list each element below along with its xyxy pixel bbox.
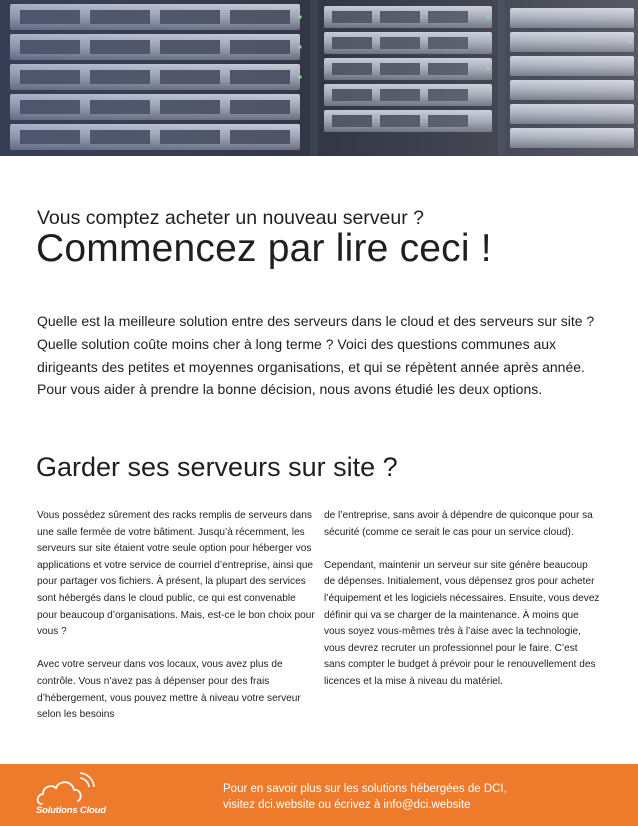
paragraph: Avec votre serveur dans vos locaux, vous avez plus de contrôle. Vous n’avez pas à dépenser pour des frais d’hébergement, vous pouvez mettre à niveau votre serveur selon les besoins bbox=[37, 659, 301, 721]
kicker-heading: Vous comptez acheter un nouveau serveur ? bbox=[37, 207, 424, 229]
intro-paragraph: Quelle est la meilleure solution entre des serveurs dans le cloud et des serveurs sur site ? Quelle solution coûte moins cher à long terme ? Voici des questions communes aux dirigeants des petites et moyennes organisations, et qui se répètent année après année. Pour vous aider à prendre la bonne décision, nous avons étudié les deux options. bbox=[37, 313, 595, 398]
paragraph: Vous possédez sûrement des racks remplis de serveurs dans une salle fermée de votre bâtiment. Jusqu’à récemment, les serveurs sur site étaient votre seule option pour héberger vos applications et votre service de courriel d’entreprise, ainsi que pour partager vos fichiers. À présent, la plupart des services sont hébergés dans le cloud public, ce qui est convenable pour beaucoup d’organisations. Mais, est-ce le bon choix pour vous ? bbox=[37, 510, 315, 638]
server-rack-illustration bbox=[0, 0, 638, 156]
page-title: Commencez par lire ceci ! bbox=[36, 227, 492, 270]
footer-banner bbox=[0, 764, 638, 826]
hero-server-rack-image bbox=[0, 0, 638, 156]
left-column bbox=[37, 508, 317, 740]
paragraph: Cependant, maintenir un serveur sur site génère beaucoup de dépenses. Initialement, vous dépensez gros pour acheter l’équipement et les logiciels nécessaires. Ensuite, vous devez définir qui va se charger de la maintenance. À moins que vous soyez vous-mêmes très à l’aise avec la technologie, vous devrez recruter un professionnel pour le faire. C’est sans compter le budget à prévoir pour le renouvellement des licences et la mise à niveau du matériel. bbox=[324, 559, 600, 687]
footer-info-line: Pour en savoir plus sur les solutions hébergées de DCI, bbox=[223, 783, 507, 795]
footer-info-line: visitez dci.website ou écrivez à info@dci.website bbox=[223, 798, 471, 811]
section-title: Garder ses serveurs sur site ? bbox=[36, 452, 398, 482]
logo-text: Solutions Cloud bbox=[36, 805, 106, 816]
right-column bbox=[324, 508, 600, 707]
paragraph: de l’entreprise, sans avoir à dépendre de quiconque pour sa sécurité (comme ce serait le cas pour un service cloud). bbox=[324, 510, 593, 538]
footer-info bbox=[223, 782, 507, 813]
